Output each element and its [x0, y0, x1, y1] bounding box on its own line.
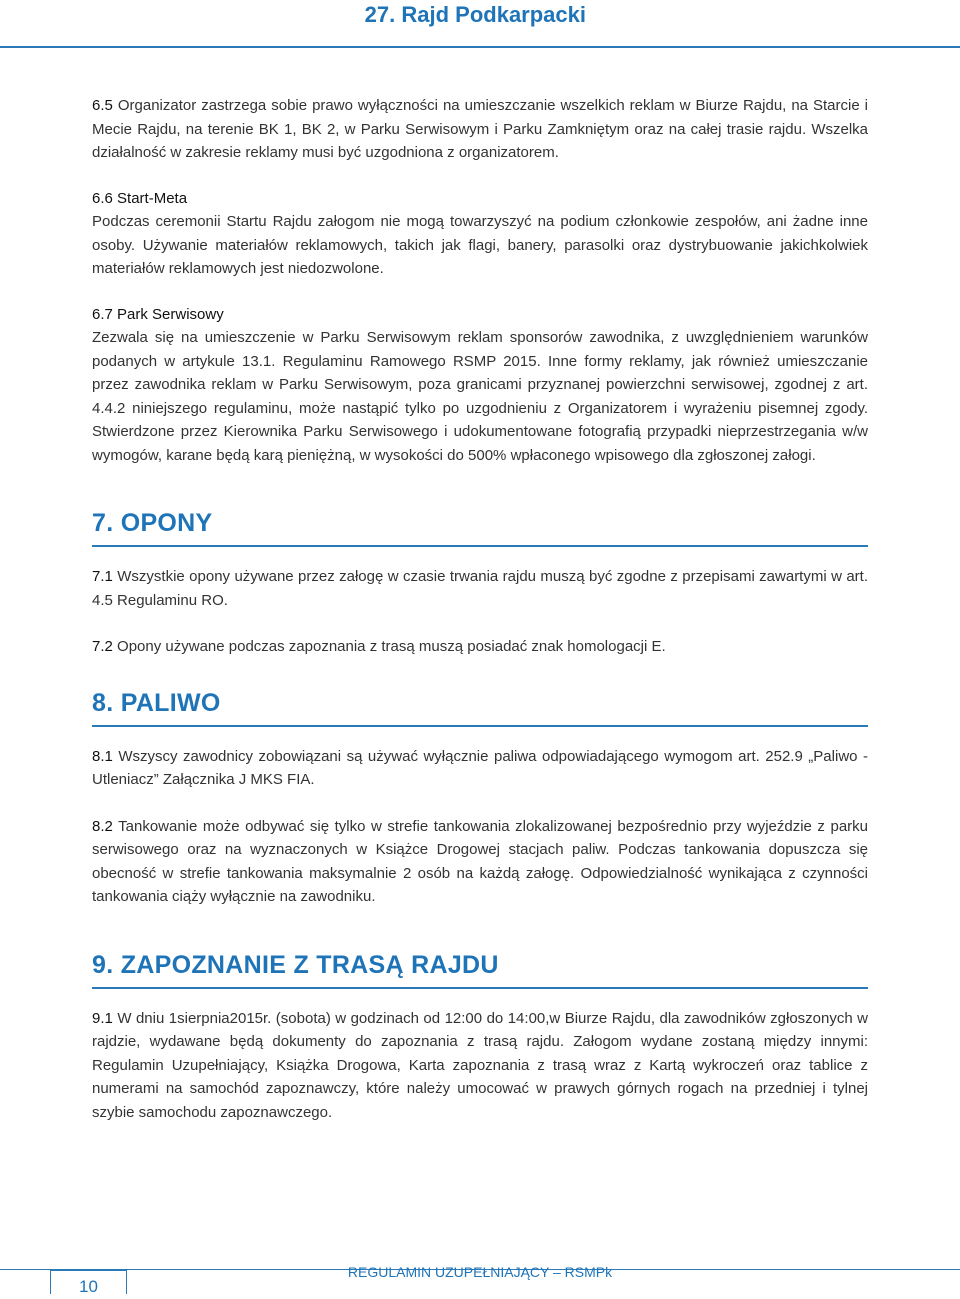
- subheading-title: Park Serwisowy: [117, 305, 224, 323]
- paragraph-number: 9.1: [92, 1009, 113, 1027]
- paragraph-number: 7.2: [92, 638, 113, 655]
- paragraph-8-1: [92, 745, 868, 792]
- paragraph-number: 8.2: [92, 817, 113, 835]
- paragraph-text: Wszyscy zawodnicy zobowiązani są używać wyłącznie paliwa odpowiadającego wymogom art. 252.9 „Paliwo - Utleniacz” Załącznika J MKS FIA.: [92, 747, 868, 788]
- footer-document-name: REGULAMIN UZUPEŁNIAJĄCY – RSMPk: [347, 1264, 613, 1280]
- paragraph-number: 8.1: [92, 747, 113, 765]
- paragraph-6-6: Podczas ceremonii Startu Rajdu załogom nie mogą towarzyszyć na podium członkowie zespołów, ani żadne inne osoby. Używanie materiałów reklamowych, takich jak flagi, banery, parasolki oraz dystrybuowanie jakichkolwiek materiałów reklamowych jest niedozwolone.: [92, 213, 868, 277]
- paragraph-text: Organizator zastrzega sobie prawo wyłączności na umieszczanie wszelkich reklam w Biurze Rajdu, na Starcie i Mecie Rajdu, na terenie BK 1, BK 2, w Parku Serwisowym i Parku Zamkniętym oraz na całej trasie rajdu. Wszelka działalność w zakresie reklamy musi być uzgodniona z organizatorem.: [92, 97, 869, 161]
- paragraph-7-2: [92, 635, 868, 659]
- paragraph-6-5: [92, 94, 868, 165]
- page-content: [92, 94, 868, 1124]
- paragraph-8-2: [92, 815, 868, 909]
- subheading-6-7: [92, 303, 868, 327]
- subheading-number: 6.6: [92, 189, 113, 207]
- paragraph-text: Wszystkie opony używane przez załogę w czasie trwania rajdu muszą być zgodne z przepisami zawartymi w art. 4.5 Regulaminu RO.: [92, 568, 868, 609]
- page-number: 10: [50, 1270, 127, 1294]
- paragraph-9-1: [92, 1007, 868, 1125]
- header-divider: [0, 46, 960, 48]
- paragraph-text: Opony używane podczas zapoznania z trasą muszą posiadać znak homologacji E.: [117, 638, 666, 655]
- paragraph-text: W dniu 1sierpnia2015r. (sobota) w godzinach od 12:00 do 14:00,w Biurze Rajdu, dla zawodników zgłoszonych w rajdzie, wydawane będą dokumenty do zapoznania z trasą rajdu. Załogom wydane zostaną między innymi: Regulamin Uzupełniający, Książka Drogowa, Karta zapoznania z trasą wraz z Kartą wykroczeń oraz tablice z numerami na samochód zapoznawczy, które należy umocować w prawych górnych rogach na przedniej i tylnej szybie samochodu zapoznawczego.: [92, 1009, 868, 1121]
- paragraph-number: 7.1: [92, 568, 113, 585]
- subheading-number: 6.7: [92, 305, 113, 323]
- subheading-6-6: [92, 187, 868, 211]
- paragraph-number: 6.5: [92, 97, 113, 114]
- paragraph-7-1: [92, 565, 868, 612]
- paragraph-text: Tankowanie może odbywać się tylko w strefie tankowania zlokalizowanej bezpośrednio przy wyjeździe z parku serwisowego oraz na wyznaczonych w Książce Drogowej stacjach paliw. Podczas tankowania dopuszcza się obecność w strefie tankowania maksymalnie 2 osób na każdą załogę. Odpowiedzialność wynikająca z czynności tankowania ciąży wyłącznie na zawodniku.: [92, 817, 868, 905]
- section-heading-zapoznanie: 9. ZAPOZNANIE Z TRASĄ RAJDU: [92, 949, 868, 989]
- paragraph-6-7: Zezwala się na umieszczenie w Parku Serwisowym reklam sponsorów zawodnika, z uwzględnieniem warunków podanych w artykule 13.1. Regulaminu Ramowego RSMP 2015. Inne formy reklamy, jak również umieszczanie przez zawodnika reklam w Parku Serwisowym, poza granicami przyznanej powierzchni serwisowej, zgodnej z art. 4.4.2 niniejszego regulaminu, może nastąpić tylko po uzgodnieniu z Organizatorem i wyrażeniu pisemnej zgody. Stwierdzone przez Kierownika Parku Serwisowego i udokumentowane fotografią przypadki nieprzestrzegania w/w wymogów, karane będą karą pieniężną, w wysokości do 500% wpłaconego wpisowego dla zgłoszonej załogi.: [92, 329, 868, 464]
- section-heading-opony: 7. OPONY: [92, 507, 868, 547]
- document-title: 27. Rajd Podkarpacki: [364, 2, 586, 27]
- section-heading-paliwo: 8. PALIWO: [92, 687, 868, 727]
- subheading-title: Start-Meta: [117, 189, 188, 207]
